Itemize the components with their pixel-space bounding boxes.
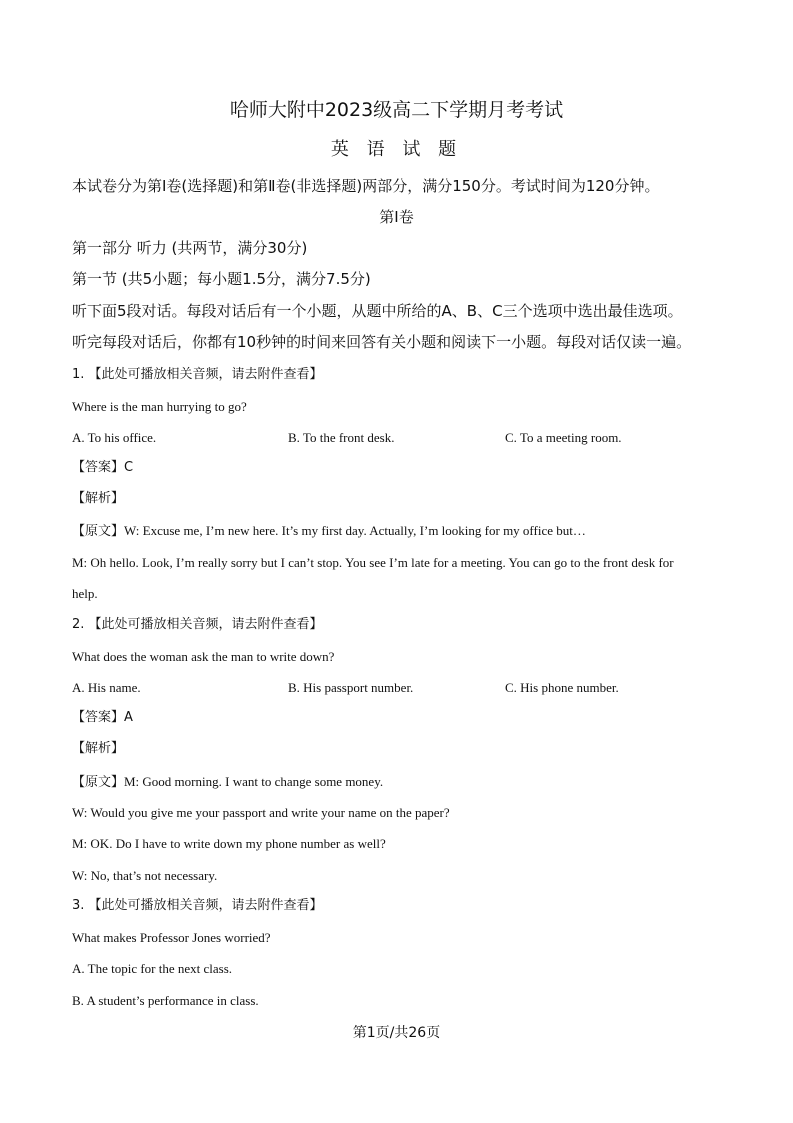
- question-1-analysis: 【解析】: [72, 491, 125, 506]
- question-2-header: [0, 618, 793, 631]
- question-2-audio-link[interactable]: 2. 【此处可播放相关音频，请去附件查看】: [72, 617, 323, 632]
- question-2-transcript-line: W: No, that’s not necessary.: [72, 868, 218, 883]
- question-1-answer: 【答案】C: [72, 460, 134, 475]
- page-number: 第1页/共26页: [352, 1025, 441, 1041]
- question-3-option-a: A. The topic for the next class.: [72, 961, 233, 976]
- question-3-header: [0, 899, 793, 912]
- question-1-stem: Where is the man hurrying to go?: [72, 399, 247, 414]
- question-2-option-b: B. His passport number.: [288, 680, 414, 695]
- question-2-option-a: A. His name.: [72, 680, 141, 695]
- question-1-transcript-line: M: Oh hello. Look, I’m really sorry but I can’t stop. You see I’m late for a meeting. You can go to the front desk for: [72, 555, 674, 570]
- exam-title: 哈师大附中2023级高二下学期月考考试: [229, 99, 564, 121]
- question-1-header: [0, 368, 793, 381]
- question-1-option-b: B. To the front desk.: [288, 430, 395, 445]
- question-2-answer: 【答案】A: [72, 710, 133, 725]
- question-2-analysis: 【解析】: [72, 741, 125, 756]
- instruction-line-2: 听完每段对话后，你都有10秒钟的时间来回答有关小题和阅读下一小题。每段对话仅读一遍。: [72, 333, 692, 351]
- exam-note: 本试卷分为第Ⅰ卷(选择题)和第Ⅱ卷(非选择题)两部分，满分150分。考试时间为120分钟。: [72, 177, 660, 195]
- question-1-audio-link[interactable]: 1. 【此处可播放相关音频，请去附件查看】: [72, 367, 323, 382]
- exam-subtitle: 英 语 试 题: [330, 139, 463, 160]
- question-3-audio-link[interactable]: 3. 【此处可播放相关音频，请去附件查看】: [72, 898, 323, 913]
- part-heading: 第一部分 听力 (共两节，满分30分): [72, 239, 308, 257]
- volume-heading: 第Ⅰ卷: [379, 208, 414, 226]
- question-3-option-b: B. A student’s performance in class.: [72, 993, 259, 1008]
- question-1-option-a: A. To his office.: [72, 430, 157, 445]
- question-3-stem: What makes Professor Jones worried?: [72, 930, 271, 945]
- section-heading: 第一节 (共5小题；每小题1.5分，满分7.5分): [72, 270, 371, 288]
- question-1-transcript-line: 【原文】W: Excuse me, I’m new here. It’s my first day. Actually, I’m looking for my office but…: [72, 523, 586, 538]
- question-1-option-c: C. To a meeting room.: [505, 430, 622, 445]
- question-2-transcript-line: M: OK. Do I have to write down my phone number as well?: [72, 836, 386, 851]
- instruction-line-1: 听下面5段对话。每段对话后有一个小题，从题中所给的A、B、C三个选项中选出最佳选项。: [72, 302, 683, 320]
- question-2-stem: What does the woman ask the man to write down?: [72, 649, 335, 664]
- question-1-transcript-line: help.: [72, 586, 98, 601]
- question-2-transcript-line: W: Would you give me your passport and write your name on the paper?: [72, 805, 450, 820]
- question-2-transcript-line: 【原文】M: Good morning. I want to change some money.: [72, 774, 384, 789]
- question-2-option-c: C. His phone number.: [505, 680, 619, 695]
